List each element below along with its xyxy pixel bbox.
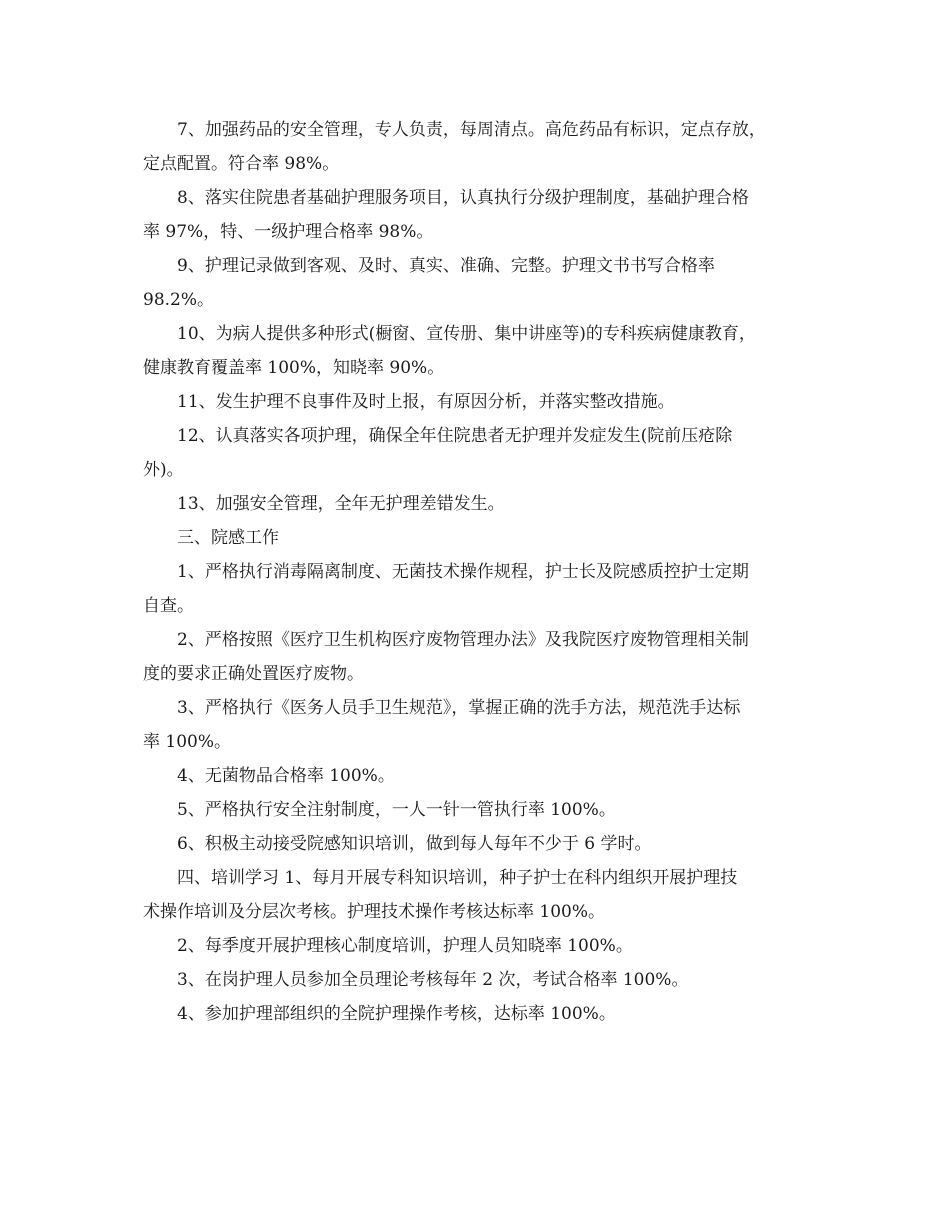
text-line: 98.2%。 [143, 290, 215, 310]
paragraph [143, 929, 815, 963]
text-line: 5、严格执行安全注射制度，一人一针一管执行率 100%。 [177, 800, 616, 820]
text-line: 9、护理记录做到客观、及时、真实、准确、完整。护理文书书写合格率 [177, 256, 715, 276]
paragraph [143, 419, 815, 487]
text-line: 7、加强药品的安全管理，专人负责，每周清点。高危药品有标识，定点存放， [177, 120, 766, 140]
text-line: 2、严格按照《医疗卫生机构医疗废物管理办法》及我院医疗废物管理相关制 [177, 630, 749, 650]
paragraph [143, 385, 815, 419]
text-line: 4、参加护理部组织的全院护理操作考核，达标率 100%。 [177, 1004, 616, 1024]
paragraph [143, 521, 815, 555]
paragraph [143, 623, 815, 691]
text-line: 3、严格执行《医务人员手卫生规范》，掌握正确的洗手方法，规范洗手达标 [177, 698, 741, 718]
paragraph [143, 861, 815, 929]
paragraph [143, 113, 815, 181]
text-line: 率 100%。 [143, 732, 232, 752]
text-line: 3、在岗护理人员参加全员理论考核每年 2 次，考试合格率 100%。 [177, 970, 689, 990]
text-line: 三、院感工作 [177, 528, 279, 548]
text-line: 1、严格执行消毒隔离制度、无菌技术操作规程，护士长及院感质控护士定期 [177, 562, 749, 582]
paragraph [143, 555, 815, 623]
paragraph [143, 249, 815, 317]
paragraph [143, 827, 815, 861]
text-line: 度的要求正确处置医疗废物。 [143, 664, 364, 684]
text-line: 2、每季度开展护理核心制度培训，护理人员知晓率 100%。 [177, 936, 633, 956]
paragraph [143, 487, 815, 521]
paragraph [143, 317, 815, 385]
text-line: 自查。 [143, 596, 194, 616]
text-line: 定点配置。符合率 98%。 [143, 154, 340, 174]
paragraph [143, 759, 815, 793]
paragraph [143, 793, 815, 827]
text-line: 率 97%，特、一级护理合格率 98%。 [143, 222, 434, 242]
text-line: 10、为病人提供多种形式(橱窗、宣传册、集中讲座等)的专科疾病健康教育， [177, 324, 756, 344]
text-line: 13、加强安全管理，全年无护理差错发生。 [177, 494, 505, 514]
document-body [143, 113, 815, 1031]
text-line: 4、无菌物品合格率 100%。 [177, 766, 395, 786]
paragraph [143, 963, 815, 997]
text-line: 术操作培训及分层次考核。护理技术操作考核达标率 100%。 [143, 902, 606, 922]
text-line: 健康教育覆盖率 100%，知晓率 90%。 [143, 358, 445, 378]
text-line: 8、落实住院患者基础护理服务项目，认真执行分级护理制度，基础护理合格 [177, 188, 749, 208]
text-line: 11、发生护理不良事件及时上报，有原因分析，并落实整改措施。 [177, 392, 675, 412]
text-line: 12、认真落实各项护理，确保全年住院患者无护理并发症发生(院前压疮除 [177, 426, 733, 446]
text-line: 外)。 [143, 460, 184, 480]
text-line: 四、培训学习 1、每月开展专科知识培训，种子护士在科内组织开展护理技 [177, 868, 738, 888]
text-line: 6、积极主动接受院感知识培训，做到每人每年不少于 6 学时。 [177, 834, 652, 854]
paragraph [143, 997, 815, 1031]
paragraph [143, 181, 815, 249]
paragraph [143, 691, 815, 759]
